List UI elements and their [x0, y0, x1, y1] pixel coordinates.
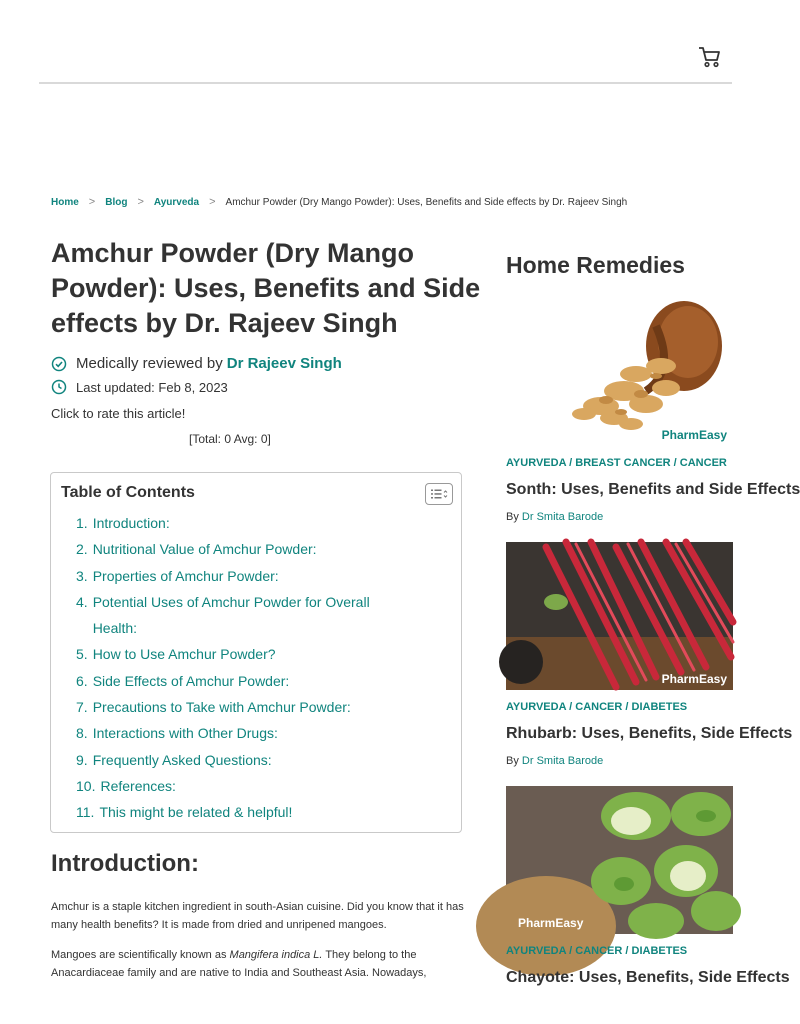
pharmeasy-watermark: PharmEasy: [661, 672, 727, 686]
cart-icon[interactable]: [698, 46, 722, 68]
reviewer-link[interactable]: Dr Rajeev Singh: [226, 355, 342, 372]
intro-paragraph-2: Mangoes are scientifically known as Mangifera indica L. They belong to the Anacardiaceae family and are native to India and Southeast Asia. Nowadays,: [51, 949, 427, 979]
breadcrumb-blog[interactable]: Blog: [105, 196, 128, 208]
chayote-image[interactable]: [506, 786, 733, 934]
pharmeasy-watermark: PharmEasy: [661, 428, 727, 442]
card-title[interactable]: Sonth: Uses, Benefits and Side Effects: [506, 481, 800, 498]
card-title[interactable]: Chayote: Uses, Benefits, Side Effects: [506, 969, 790, 986]
breadcrumb-separator: >: [137, 196, 144, 208]
toc-item[interactable]: 4. Potential Uses of Amchur Powder for Overall Health:: [76, 593, 370, 637]
sidebar-heading: Home Remedies: [506, 252, 685, 278]
reviewed-by: [51, 355, 342, 372]
breadcrumb-separator: >: [88, 196, 96, 208]
toc-item[interactable]: 10. References:: [76, 777, 176, 794]
rating-total: [Total: 0 Avg: 0]: [189, 432, 271, 446]
table-of-contents: [50, 472, 462, 833]
toc-item[interactable]: 7. Precautions to Take with Amchur Powder:: [76, 699, 351, 716]
page-title: Amchur Powder (Dry Mango Powder): Uses, Benefits and Side effects by Dr. Rajeev Singh: [51, 238, 481, 338]
last-updated: [51, 379, 228, 395]
pharmeasy-watermark: PharmEasy: [518, 916, 584, 930]
toc-item[interactable]: 9. Frequently Asked Questions:: [76, 751, 272, 768]
toc-item[interactable]: 3. Properties of Amchur Powder:: [76, 567, 279, 584]
card-byline: By Dr Smita Barode: [506, 511, 604, 523]
verified-check-icon: [51, 356, 67, 372]
card-categories[interactable]: AYURVEDA / BREAST CANCER / CANCER: [506, 457, 727, 469]
intro-paragraph-1: Amchur is a staple kitchen ingredient in south-Asian cuisine. Did you know that it has many health benefits? It is made from dried and unripened mangoes.: [51, 901, 464, 931]
header-divider: [39, 82, 732, 84]
breadcrumb-current: Amchur Powder (Dry Mango Powder): Uses, Benefits and Side effects by Dr. Rajeev Singh: [225, 196, 628, 208]
card-title[interactable]: Rhubarb: Uses, Benefits, Side Effects: [506, 725, 793, 742]
author-link[interactable]: Dr Smita Barode: [521, 511, 604, 523]
rate-prompt[interactable]: Click to rate this article!: [51, 406, 186, 421]
list-toggle-icon: [430, 488, 448, 500]
toc-item[interactable]: 5. How to Use Amchur Powder?: [76, 646, 276, 663]
toc-item[interactable]: 6. Side Effects of Amchur Powder:: [76, 672, 290, 689]
toc-title: Table of Contents: [61, 484, 195, 501]
author-link[interactable]: Dr Smita Barode: [521, 755, 604, 767]
reviewed-label: Medically reviewed by: [76, 355, 223, 372]
card-categories[interactable]: AYURVEDA / CANCER / DIABETES: [506, 701, 688, 713]
toc-toggle-button[interactable]: [425, 483, 453, 505]
toc-item[interactable]: 8. Interactions with Other Drugs:: [76, 725, 278, 742]
breadcrumb: [51, 196, 627, 208]
toc-item[interactable]: 11. This might be related & helpful!: [76, 804, 293, 821]
breadcrumb-home[interactable]: Home: [51, 196, 79, 208]
rhubarb-image[interactable]: [506, 542, 733, 690]
sonth-image[interactable]: [506, 296, 733, 446]
card-categories[interactable]: AYURVEDA / CANCER / DIABETES: [506, 945, 688, 957]
introduction-heading: Introduction:: [51, 850, 199, 877]
toc-list: [76, 510, 436, 826]
toc-item[interactable]: 1. Introduction:: [76, 515, 170, 531]
toc-item[interactable]: 2. Nutritional Value of Amchur Powder:: [76, 541, 317, 558]
breadcrumb-ayurveda[interactable]: Ayurveda: [153, 196, 200, 208]
clock-icon: [51, 379, 67, 395]
breadcrumb-separator: >: [209, 196, 216, 208]
card-byline: By Dr Smita Barode: [506, 755, 604, 767]
last-updated-text: Last updated: Feb 8, 2023: [76, 379, 228, 395]
